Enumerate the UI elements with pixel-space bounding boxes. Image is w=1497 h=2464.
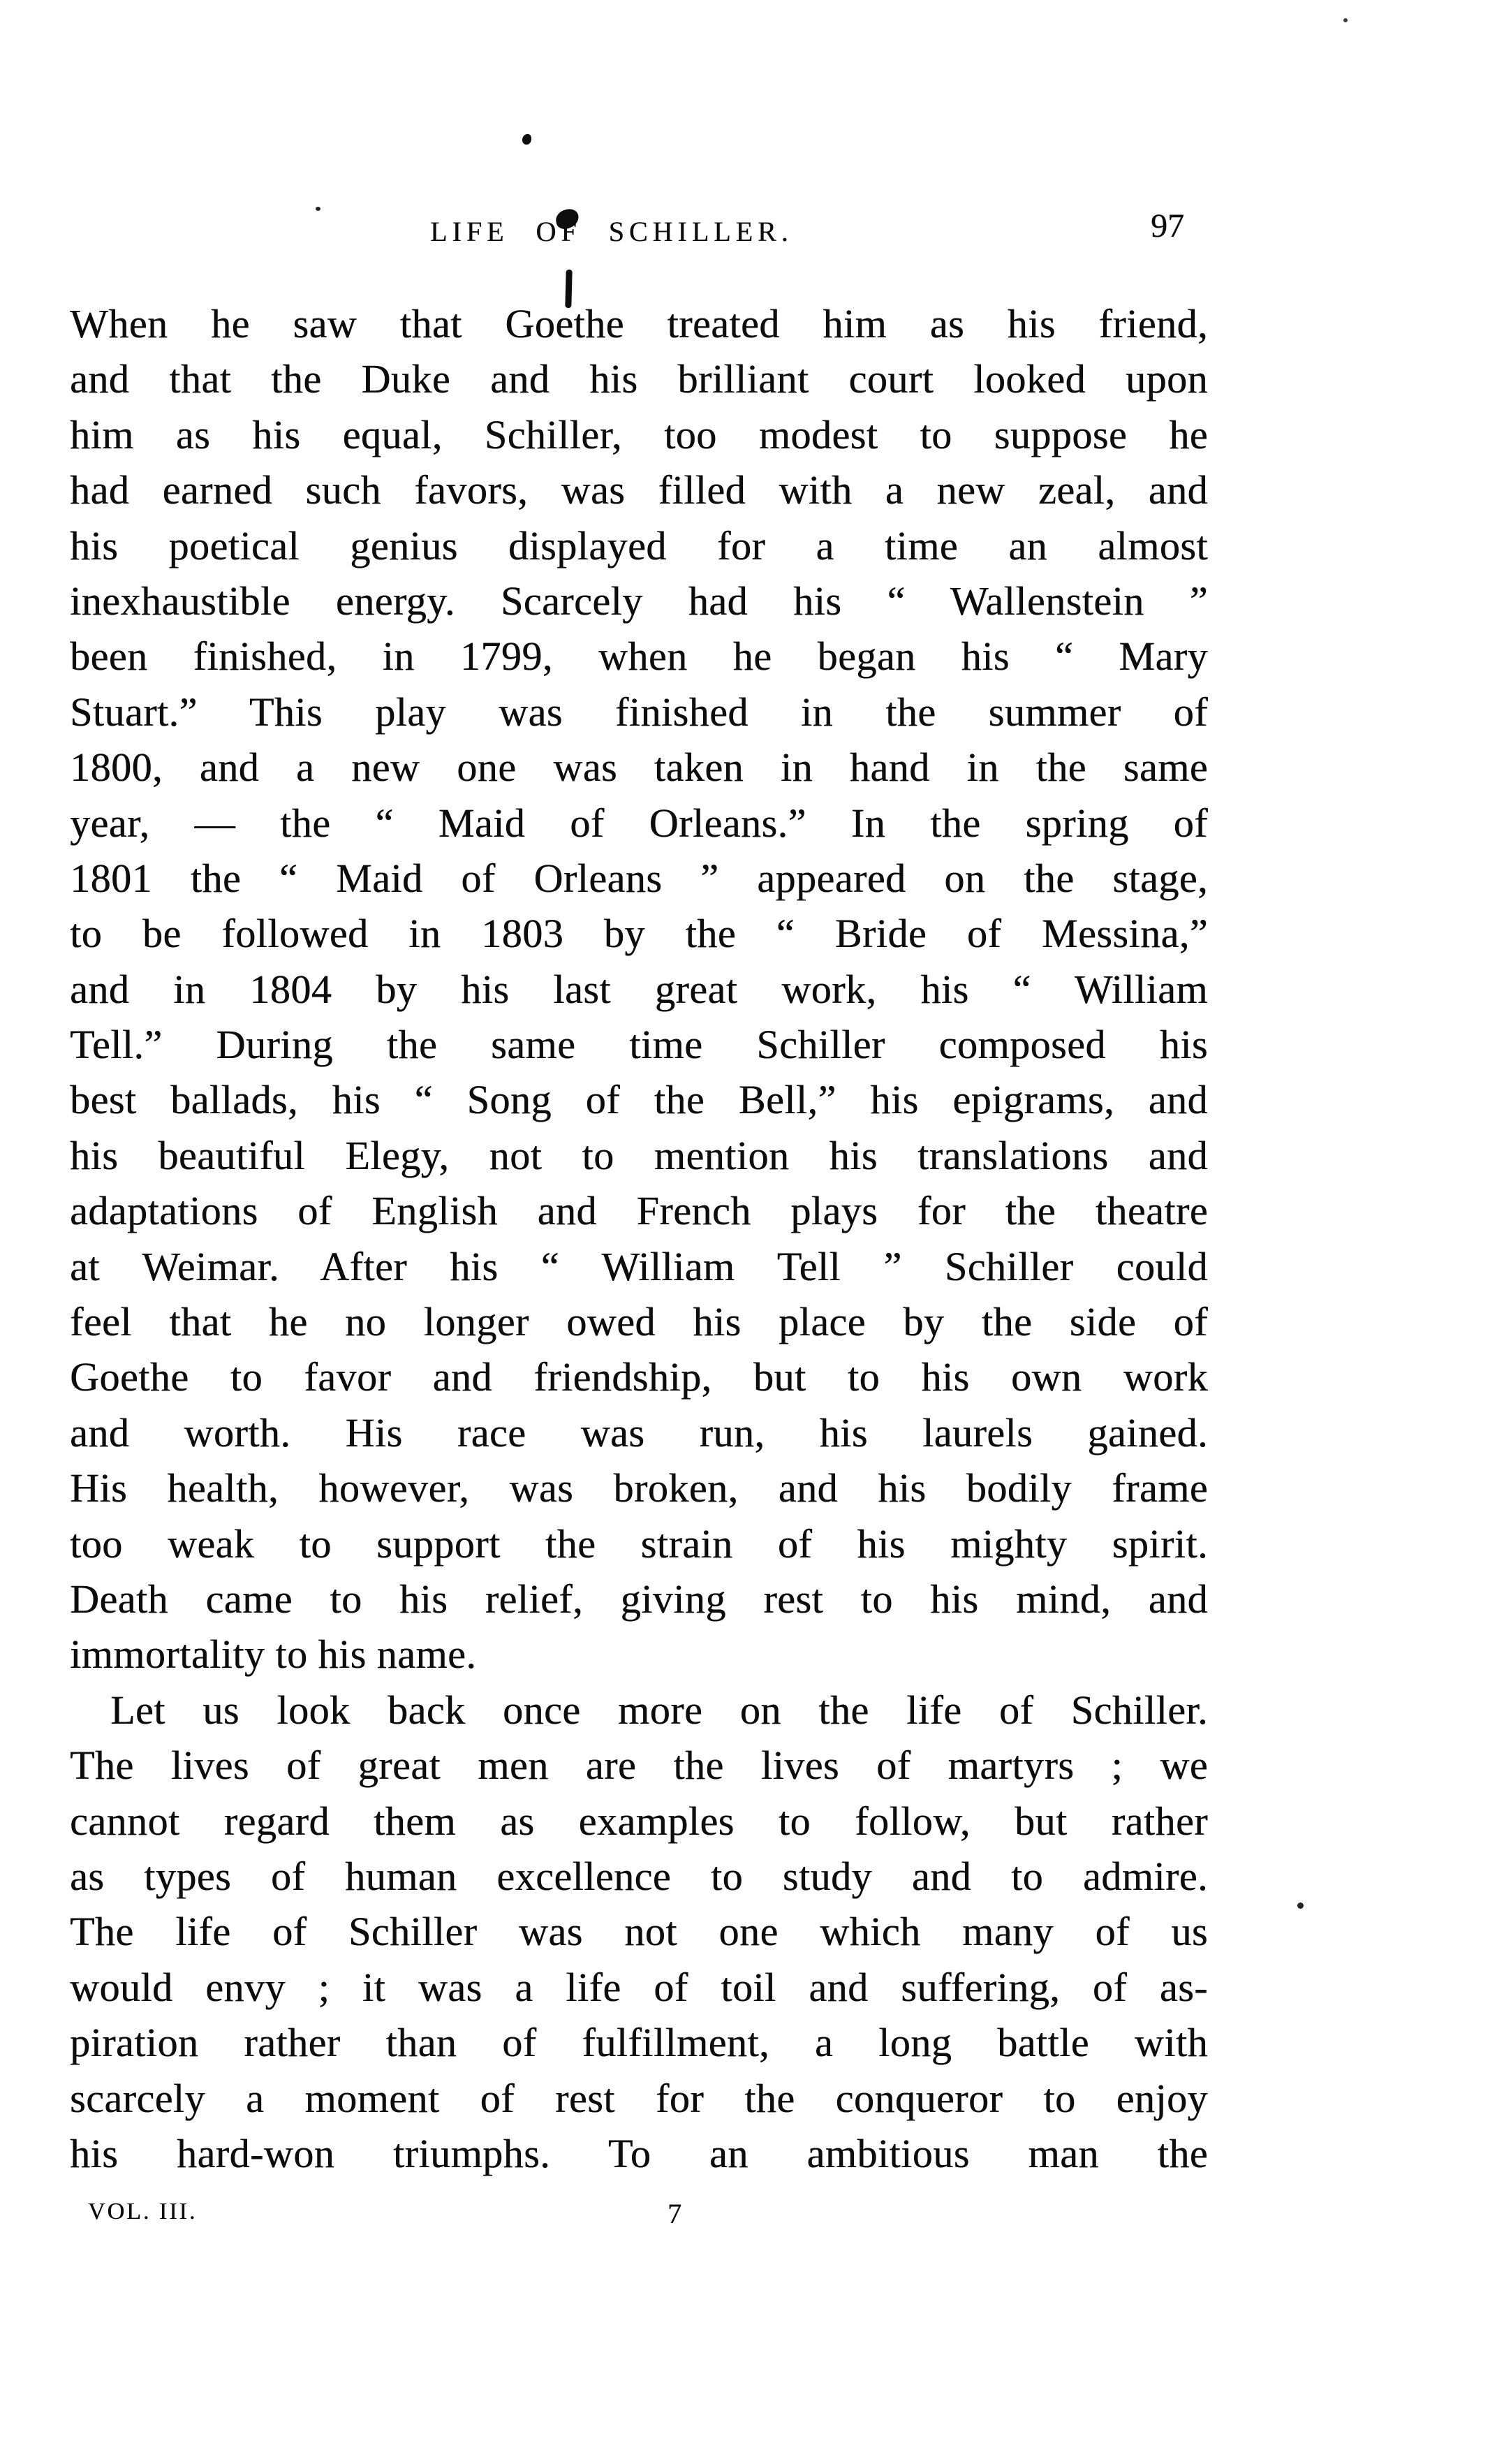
text-line: adaptations of English and French plays for the theatre xyxy=(70,1188,1208,1234)
text-line: The lives of great men are the lives of martyrs ; we xyxy=(70,1743,1208,1789)
text-line: would envy ; it was a life of toil and suffering, of as- xyxy=(70,1964,1208,2010)
text-line: at Weimar. After his “ William Tell ” Schiller could xyxy=(70,1243,1208,1289)
paragraph xyxy=(70,1682,1208,2182)
text-line: year, — the “ Maid of Orleans.” In the spring of xyxy=(70,800,1208,846)
text-line: Stuart.” This play was finished in the summer of xyxy=(70,689,1208,735)
ink-speck xyxy=(1343,18,1348,22)
text-line: Goethe to favor and friendship, but to his own work xyxy=(70,1354,1208,1400)
text-line: Tell.” During the same time Schiller composed his xyxy=(70,1022,1208,1068)
text-line: scarcely a moment of rest for the conqueror to enjoy xyxy=(70,2075,1208,2121)
paragraph xyxy=(70,296,1208,1682)
text-line: his poetical genius displayed for a time an almost xyxy=(70,522,1208,569)
volume-label: VOL. III. xyxy=(88,2199,198,2224)
ink-speck xyxy=(522,134,531,145)
text-line: The life of Schiller was not one which many of us xyxy=(70,1909,1208,1955)
text-line: had earned such favors, was filled with a new zeal, and xyxy=(70,467,1208,513)
ink-speck xyxy=(316,207,320,211)
text-line: immortality to his name. xyxy=(70,1631,477,1678)
text-line: him as his equal, Schiller, too modest to suppose he xyxy=(70,411,1208,457)
text-line: His health, however, was broken, and his bodily frame xyxy=(70,1465,1208,1511)
text-line: best ballads, his “ Song of the Bell,” his epigrams, and xyxy=(70,1077,1208,1123)
text-line: and worth. His race was run, his laurels gained. xyxy=(70,1409,1208,1455)
signature-number: 7 xyxy=(668,2198,681,2229)
text-line: Death came to his relief, giving rest to his mind, and xyxy=(70,1576,1208,1622)
text-line: 1800, and a new one was taken in hand in the same xyxy=(70,745,1208,791)
text-line: as types of human excellence to study and to admire. xyxy=(70,1853,1208,1899)
ink-speck xyxy=(1297,1902,1304,1909)
text-line: cannot regard them as examples to follow, but rather xyxy=(70,1798,1208,1844)
text-line: too weak to support the strain of his mighty spirit. xyxy=(70,1520,1208,1567)
text-line: feel that he no longer owed his place by the side of xyxy=(70,1299,1208,1345)
text-line: and in 1804 by his last great work, his “ William xyxy=(70,966,1208,1012)
text-line: and that the Duke and his brilliant court looked upon xyxy=(70,356,1208,402)
text-line: piration rather than of fulfillment, a long battle with xyxy=(70,2020,1208,2066)
text-line: to be followed in 1803 by the “ Bride of Messina,” xyxy=(70,911,1208,957)
page-body xyxy=(70,296,1208,2181)
text-line: been finished, in 1799, when he began his “ Mary xyxy=(70,633,1208,680)
text-line: 1801 the “ Maid of Orleans ” appeared on the stage, xyxy=(70,855,1208,901)
running-title: LIFE OF SCHILLER. xyxy=(430,216,793,247)
text-line: his hard-won triumphs. To an ambitious man the xyxy=(70,2130,1208,2176)
text-line: inexhaustible energy. Scarcely had his “ Wallenstein ” xyxy=(70,578,1208,624)
text-line: his beautiful Elegy, not to mention his translations and xyxy=(70,1132,1208,1178)
text-line: When he saw that Goethe treated him as his friend, xyxy=(70,301,1208,346)
page-number: 97 xyxy=(1151,207,1184,244)
text-line: Let us look back once more on the life of Schiller. xyxy=(110,1687,1208,1733)
